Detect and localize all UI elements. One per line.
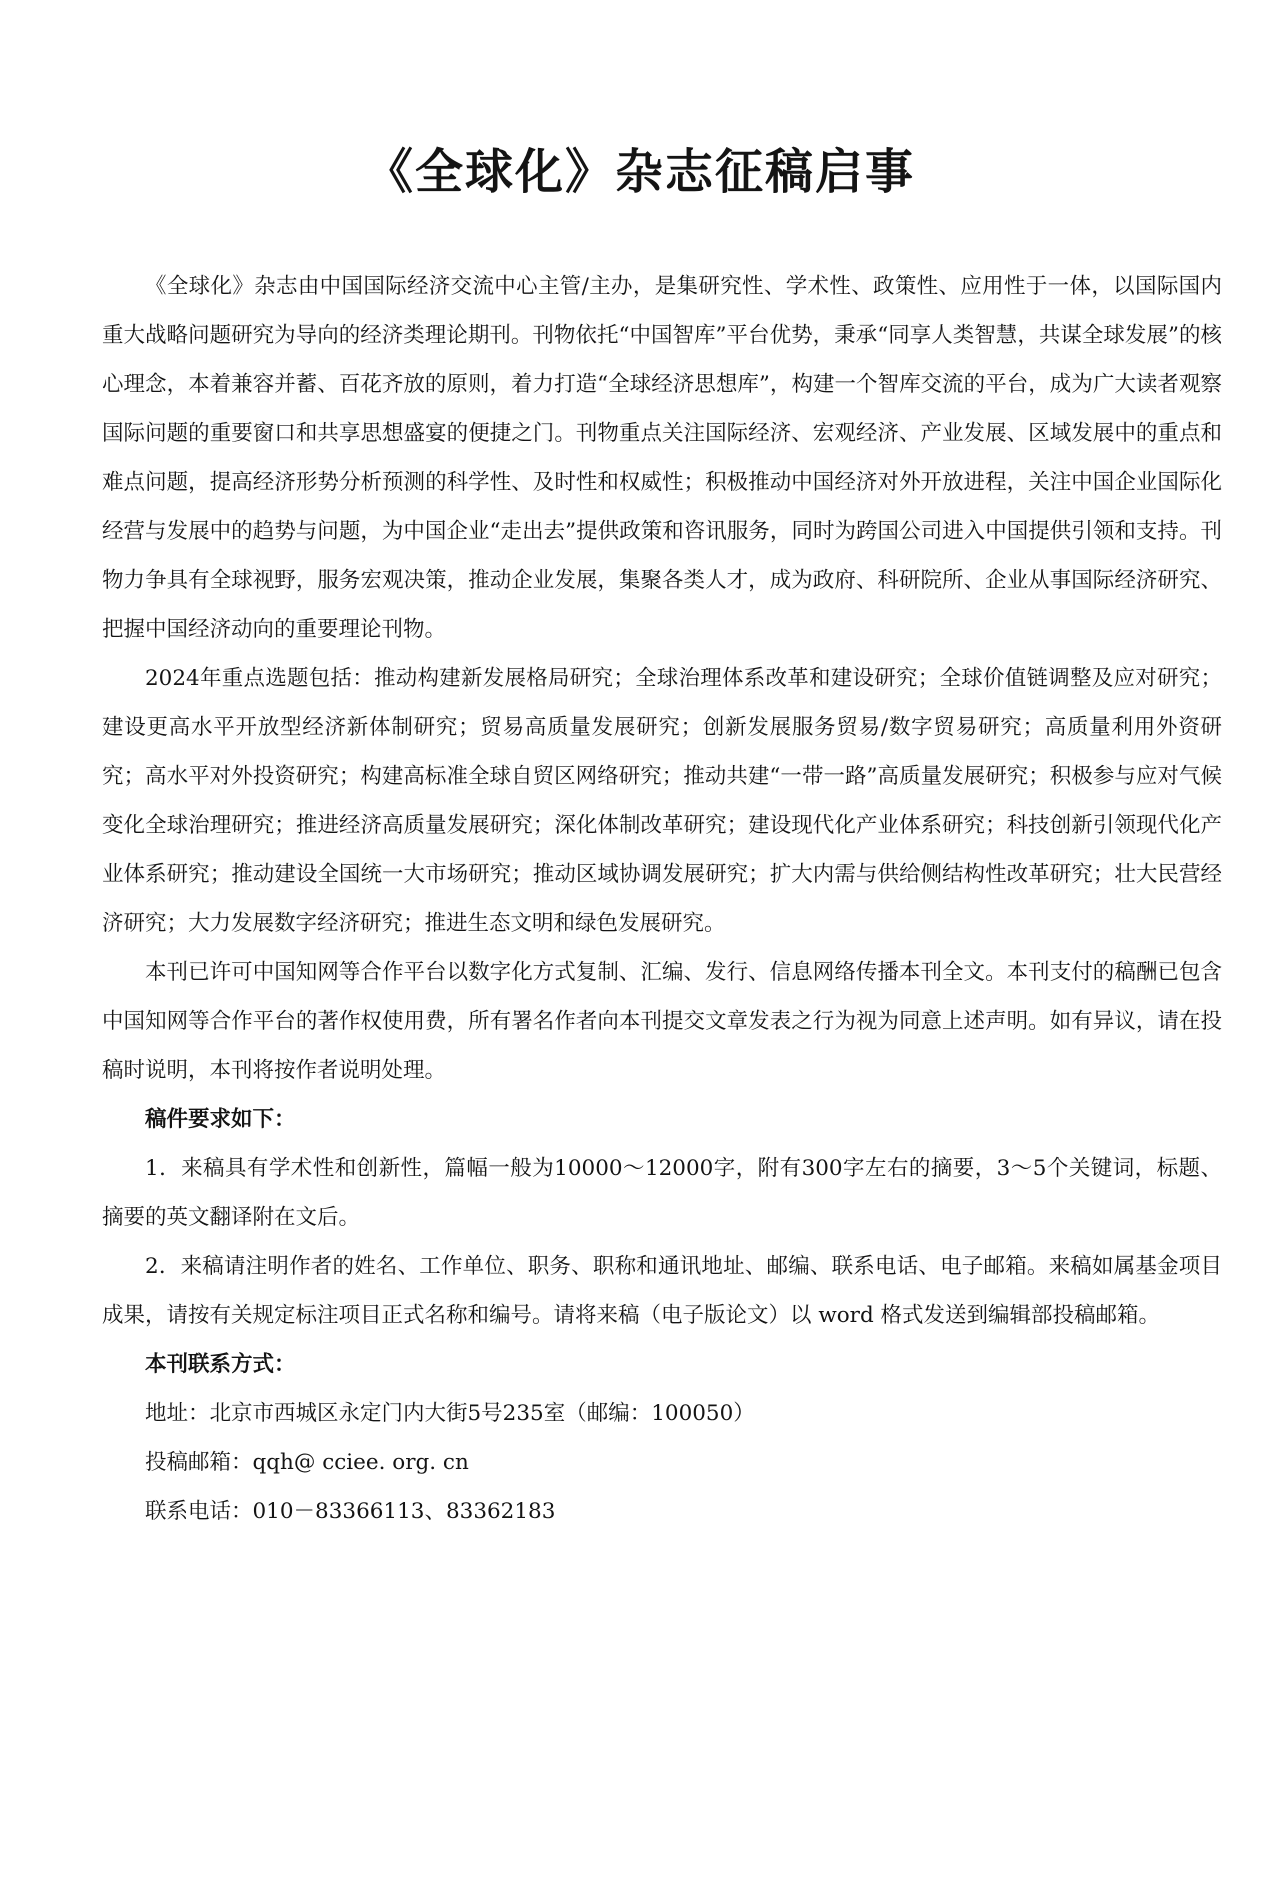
contact-email: 投稿邮箱：qqh@ cciee. org. cn [145, 1450, 469, 1475]
page-title: 《全球化》杂志征稿启事 [364, 144, 915, 200]
requirement-item-2: 2．来稿请注明作者的姓名、工作单位、职务、职称和通讯地址、邮编、联系电话、电子邮箱。来稿如属基金项目成果，请按有关规定标注项目正式名称和编号。请将来稿（电子版论文）以 word 格式发送到编辑部投稿邮箱。 [102, 1254, 1222, 1328]
contact-heading: 本刊联系方式： [145, 1352, 296, 1377]
intro-paragraph: 《全球化》杂志由中国国际经济交流中心主管/主办，是集研究性、学术性、政策性、应用性于一体，以国际国内重大战略问题研究为导向的经济类理论期刊。刊物依托“中国智库”平台优势，秉承“同享人类智慧，共谋全球发展”的核心理念，本着兼容并蓄、百花齐放的原则，着力打造“全球经济思想库”，构建一个智库交流的平台，成为广大读者观察国际问题的重要窗口和共享思想盛宴的便捷之门。刊物重点关注国际经济、宏观经济、产业发展、区域发展中的重点和难点问题，提高经济形势分析预测的科学性、及时性和权威性；积极推动中国经济对外开放进程，关注中国企业国际化经营与发展中的趋势与问题，为中国企业“走出去”提供政策和咨讯服务，同时为跨国公司进入中国提供引领和支持。刊物力争具有全球视野，服务宏观决策，推动企业发展，集聚各类人才，成为政府、科研院所、企业从事国际经济研究、把握中国经济动向的重要理论刊物。 [102, 274, 1222, 642]
requirement-item-1: 1．来稿具有学术性和创新性，篇幅一般为10000～12000字，附有300字左右的摘要，3～5个关键词，标题、摘要的英文翻译附在文后。 [102, 1156, 1222, 1230]
license-paragraph: 本刊已许可中国知网等合作平台以数字化方式复制、汇编、发行、信息网络传播本刊全文。本刊支付的稿酬已包含中国知网等合作平台的著作权使用费，所有署名作者向本刊提交文章发表之行为视为同意上述声明。如有异议，请在投稿时说明，本刊将按作者说明处理。 [102, 960, 1222, 1083]
contact-phone: 联系电话：010－83366113、83362183 [145, 1499, 556, 1524]
requirements-heading: 稿件要求如下： [145, 1107, 296, 1132]
document-body [102, 262, 1222, 1536]
topics-paragraph: 2024年重点选题包括：推动构建新发展格局研究；全球治理体系改革和建设研究；全球价值链调整及应对研究；建设更高水平开放型经济新体制研究；贸易高质量发展研究；创新发展服务贸易/数字贸易研究；高质量利用外资研究；高水平对外投资研究；构建高标准全球自贸区网络研究；推动共建“一带一路”高质量发展研究；积极参与应对气候变化全球治理研究；推进经济高质量发展研究；深化体制改革研究；建设现代化产业体系研究；科技创新引领现代化产业体系研究；推动建设全国统一大市场研究；推动区域协调发展研究；扩大内需与供给侧结构性改革研究；壮大民营经济研究；大力发展数字经济研究；推进生态文明和绿色发展研究。 [102, 666, 1222, 936]
contact-address: 地址：北京市西城区永定门内大街5号235室（邮编：100050） [145, 1401, 755, 1426]
